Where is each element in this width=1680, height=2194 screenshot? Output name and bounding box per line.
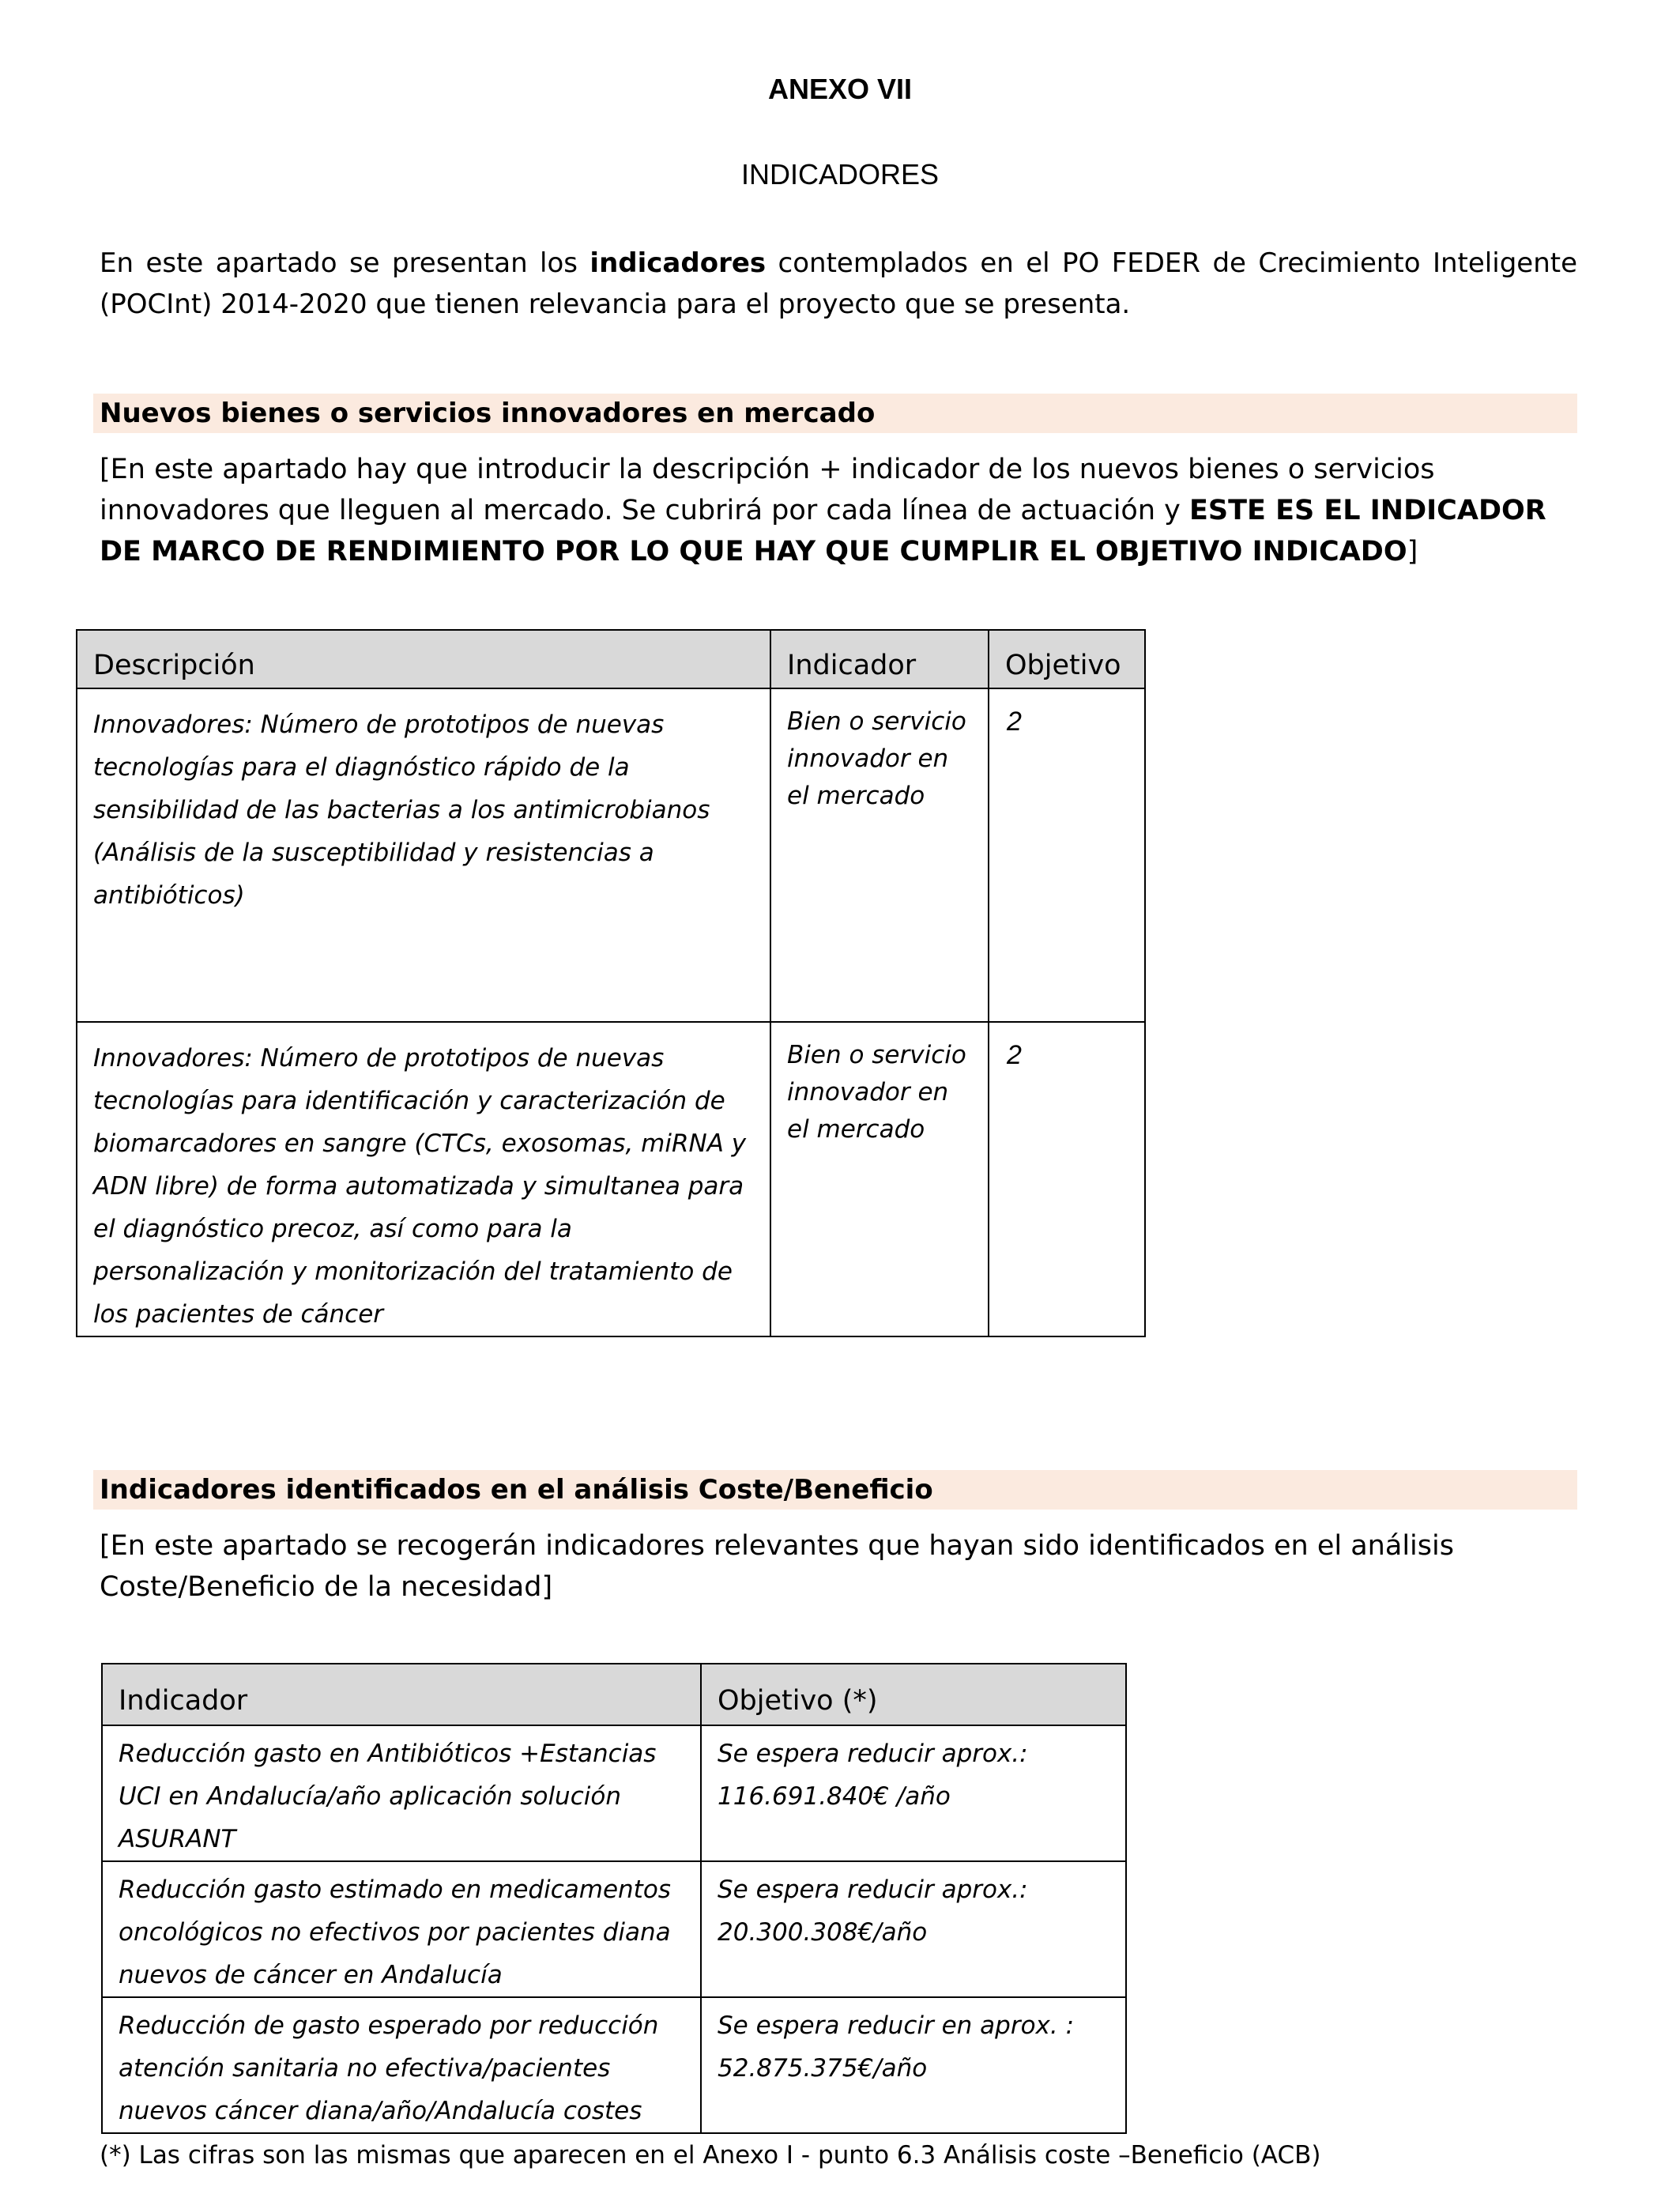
column-header-indicator: Indicador bbox=[770, 630, 989, 688]
page-subtitle: INDICADORES bbox=[740, 158, 940, 190]
section-description-emphasis: ESTE ES EL INDICADOR DE MARCO DE RENDIMIENTO POR LO QUE HAY QUE CUMPLIR EL OBJETIVO INDICADO bbox=[100, 495, 1546, 567]
objective-label: Se espera reducir en aprox. : bbox=[718, 2011, 1075, 2040]
description-cell: Innovadores: Número de prototipos de nuevas tecnologías para identificación y caracterización de biomarcadores en sangre (CTCs, exosomas, miRNA y ADN libre) de forma automatizada y simultanea para el diagnóstico precoz, así como para la personalización y monitorización del tratamiento de los pacientes de cáncer bbox=[77, 1022, 770, 1336]
table-row bbox=[77, 1022, 1145, 1336]
footnote: (*) Las cifras son las mismas que aparecen en el Anexo I - punto 6.3 Análisis coste –Beneficio (ACB) bbox=[100, 2141, 1321, 2169]
table-row bbox=[102, 1997, 1126, 2133]
page-title: ANEXO VII bbox=[767, 73, 913, 105]
objective-amount: 20.300.308€/año bbox=[718, 1918, 928, 1947]
objective-label: Se espera reducir aprox.: bbox=[718, 1875, 1028, 1904]
indicator-cell: Bien o servicio innovador en el mercado bbox=[770, 688, 989, 1022]
indicator-cell: Reducción gasto estimado en medicamentos oncológicos no efectivos por pacientes diana nuevos de cáncer en Andalucía bbox=[102, 1861, 701, 1997]
section-heading-cost-benefit: Indicadores identificados en el análisis Coste/Beneficio bbox=[93, 1470, 1577, 1510]
table-row bbox=[102, 1725, 1126, 1861]
intro-paragraph bbox=[100, 243, 1577, 325]
intro-text-start: En este apartado se presentan los bbox=[100, 247, 590, 279]
indicator-cell: Reducción gasto en Antibióticos +Estancias UCI en Andalucía/año aplicación solución ASURANT bbox=[102, 1725, 701, 1861]
description-cell: Innovadores: Número de prototipos de nuevas tecnologías para el diagnóstico rápido de la sensibilidad de las bacterias a los antimicrobianos (Análisis de la susceptibilidad y resistencias a antibióticos) bbox=[77, 688, 770, 1022]
cost-benefit-table bbox=[101, 1663, 1127, 2134]
indicator-cell: Reducción de gasto esperado por reducción atención sanitaria no efectiva/pacientes nuevos cáncer diana/año/Andalucía costes bbox=[102, 1997, 701, 2133]
objective-amount: 52.875.375€/año bbox=[718, 2054, 928, 2083]
objective-amount: 116.691.840€ /año bbox=[718, 1782, 951, 1811]
table-row bbox=[102, 1861, 1126, 1997]
objective-cell: 2 bbox=[989, 1022, 1145, 1336]
section-heading-new-goods: Nuevos bienes o servicios innovadores en mercado bbox=[93, 394, 1577, 433]
objective-cell bbox=[701, 1725, 1126, 1861]
indicators-table bbox=[76, 629, 1146, 1337]
objective-label: Se espera reducir aprox.: bbox=[718, 1740, 1028, 1768]
section-description-close: ] bbox=[1407, 536, 1418, 567]
indicator-cell: Bien o servicio innovador en el mercado bbox=[770, 1022, 989, 1336]
column-header-indicator: Indicador bbox=[102, 1664, 701, 1725]
table-header-row bbox=[102, 1664, 1126, 1725]
objective-cell bbox=[701, 1861, 1126, 1997]
column-header-description: Descripción bbox=[77, 630, 770, 688]
objective-cell bbox=[701, 1997, 1126, 2133]
column-header-objective: Objetivo bbox=[989, 630, 1145, 688]
intro-text-bold: indicadores bbox=[590, 247, 767, 279]
intro-text-end: contemplados en el PO FEDER de Crecimiento Inteligente (POCInt) 2014-2020 que tienen relevancia para el proyecto que se presenta. bbox=[100, 247, 1577, 320]
column-header-objective: Objetivo (*) bbox=[701, 1664, 1126, 1725]
table-header-row bbox=[77, 630, 1145, 688]
section-description-new-goods bbox=[100, 449, 1577, 572]
section-description-cost-benefit: [En este apartado se recogerán indicadores relevantes que hayan sido identificados en el análisis Coste/Beneficio de la necesidad] bbox=[100, 1530, 1454, 1603]
objective-cell: 2 bbox=[989, 688, 1145, 1022]
table-row bbox=[77, 688, 1145, 1022]
section-description-text: [En este apartado hay que introducir la descripción + indicador de los nuevos bienes o servicios innovadores que lleguen al mercado. Se cubrirá por cada línea de actuación y bbox=[100, 454, 1435, 526]
